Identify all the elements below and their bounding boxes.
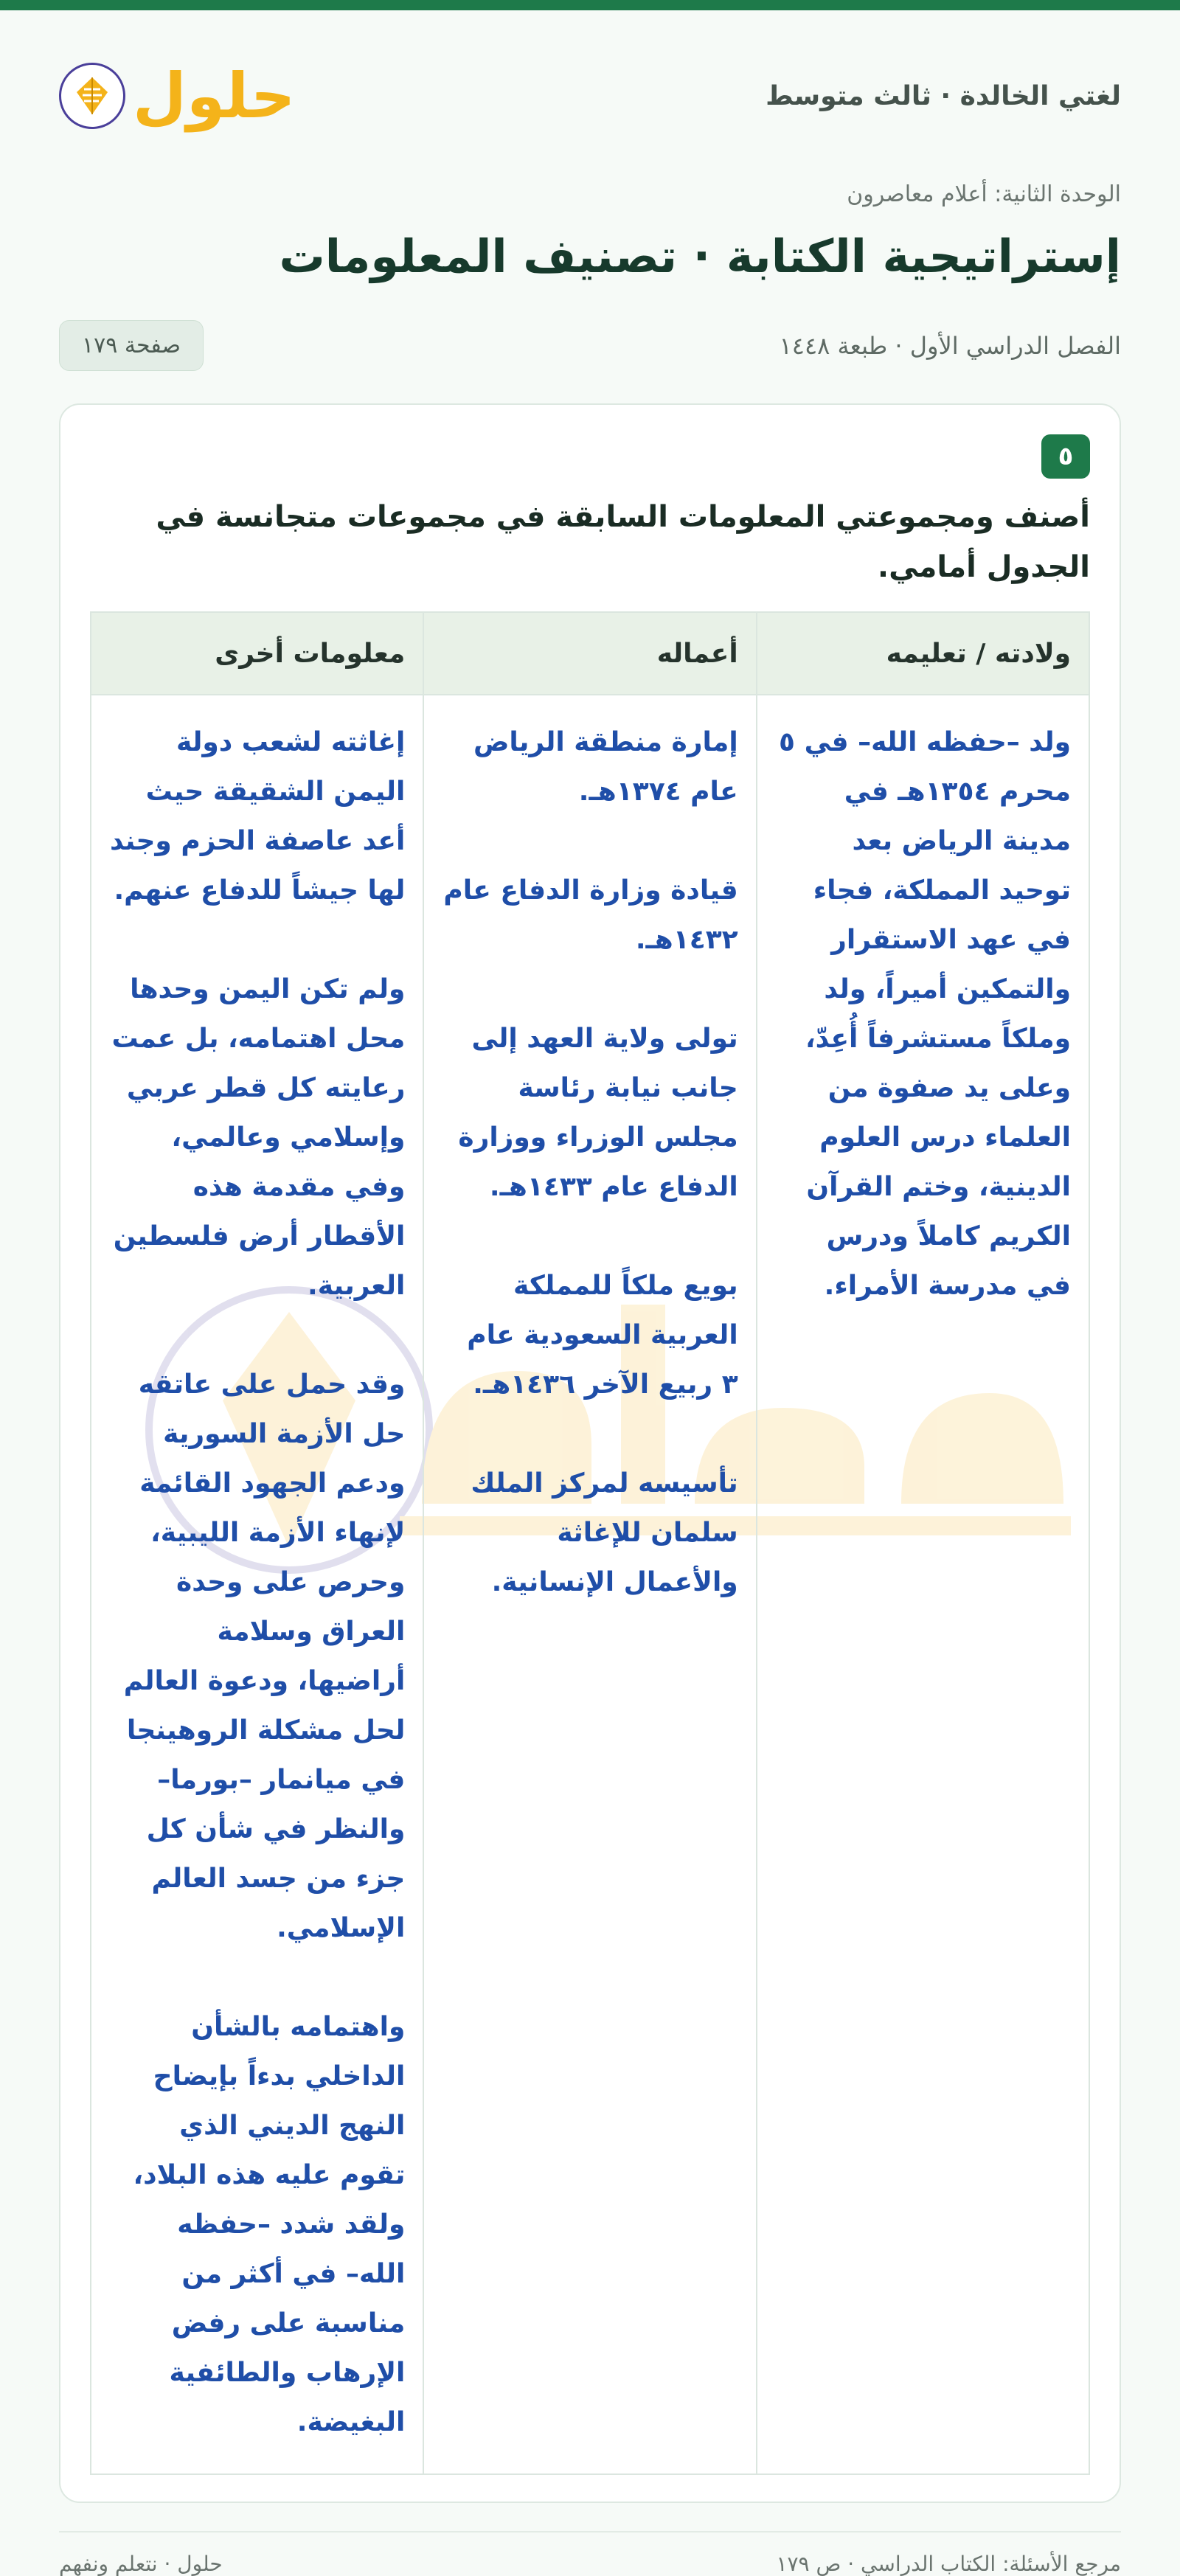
footer-brand[interactable]: حلول · نتعلم ونفهم [59,2552,223,2576]
cell-birth-education [757,695,1089,2474]
classification-table [90,611,1090,2475]
answer-paragraph: ولم تكن اليمن وحدها محل اهتمامه، بل عمت رعايته كل قطر عربي وإسلامي وعالمي، وفي مقدمة هذه الأقطار أرض فلسطين العربية. [111,974,406,1301]
page-footer [59,2531,1121,2576]
answer-paragraph: قيادة وزارة الدفاع عام ١٤٣٢هـ. [443,875,738,955]
table-header-row [91,612,1089,695]
answer-paragraph: ولد –حفظه الله– في ٥ محرم ١٣٥٤هـ في مدينة الرياض بعد توحيد المملكة، فجاء في عهد الاستقرار والتمكين أميراً، ولد وملكاً مستشرفاً أُعِدّ، وعلى يد صفوة من العلماء درس العلوم الدينية، وختم القرآن الكريم كاملاً ودرس في مدرسة الأمراء. [779,727,1071,1301]
table-row [91,695,1089,2474]
answer-paragraph: وقد حمل على عاتقه حل الأزمة السورية ودعم الجهود القائمة لإنهاء الأزمة الليبية، وحرص على وحدة العراق وسلامة أراضيها، ودعوة العالم لحل مشكلة الروهينجا في ميانمار –بورما– والنظر في شأن كل جزء من جسد العالم الإسلامي. [123,1369,406,1943]
answer-paragraph: إغاثته لشعب دولة اليمن الشقيقة حيث أعد عاصفة الحزم وجند لها جيشاً للدفاع عنهم. [109,727,406,906]
site-logo[interactable] [59,60,296,132]
subject-title: لغتي الخالدة · ثالث متوسط [766,80,1121,111]
unit-label: الوحدة الثانية: أعلام معاصرون [847,181,1121,207]
lesson-meta [0,181,1180,371]
reference-note: مرجع الأسئلة: الكتاب الدراسي · ص ١٧٩ [776,2552,1121,2576]
column-header-works: أعماله [423,612,756,695]
cell-works [423,695,756,2474]
answer-paragraph: تولى ولاية العهد إلى جانب نيابة رئاسة مجلس الوزراء ووزارة الدفاع عام ١٤٣٣هـ. [458,1024,738,1202]
column-header-birth-education: ولادته / تعليمه [757,612,1089,695]
page-header [0,10,1180,181]
top-accent-bar [0,0,1180,10]
cell-other-info [91,695,423,2474]
page-number-badge: صفحة ١٧٩ [59,320,204,371]
term-label: الفصل الدراسي الأول · طبعة ١٤٤٨ [779,331,1121,360]
question-card [59,403,1121,2503]
column-header-other-info: معلومات أخرى [91,612,423,695]
answer-paragraph: بويع ملكاً للمملكة العربية السعودية عام ٣ ربيع الآخر ١٤٣٦هـ. [467,1271,738,1400]
question-number-badge: ٥ [1041,434,1090,479]
book-logo-icon [59,63,125,129]
answer-paragraph: إمارة منطقة الرياض عام ١٣٧٤هـ. [473,727,738,807]
logo-wordmark: حلول [133,60,296,132]
answer-paragraph: واهتمامه بالشأن الداخلي بدءاً بإيضاح النهج الديني الذي تقوم عليه هذه البلاد، ولقد شدد –حفظه الله– في أكثر من مناسبة على رفض الإرهاب والطائفية البغيضة. [133,2012,406,2437]
answer-paragraph: تأسيسه لمركز الملك سلمان للإغاثة والأعمال الإنسانية. [471,1468,738,1597]
question-text: أصنف ومجموعتي المعلومات السابقة في مجموعات متجانسة في الجدول أمامي. [156,500,1090,584]
meta-row [59,320,1121,371]
page-title: إستراتيجية الكتابة · تصنيف المعلومات [279,229,1121,283]
